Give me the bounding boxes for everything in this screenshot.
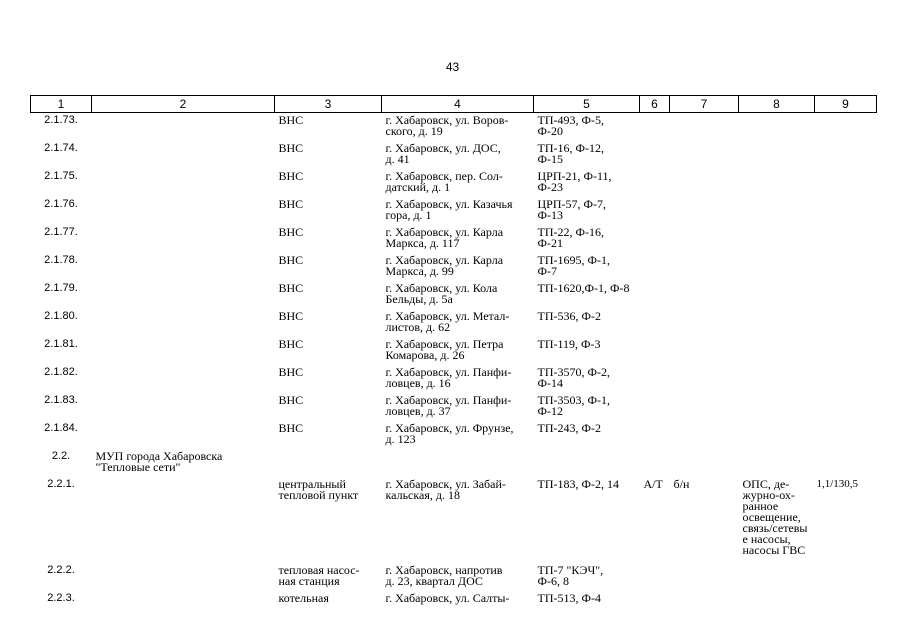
column-7-cell: [670, 225, 739, 253]
owner-cell: [92, 309, 275, 337]
column-7-cell: [670, 449, 739, 477]
address-cell: г. Хабаровск, ул. Карла Маркса, д. 99: [385, 252, 504, 278]
owner-cell: [92, 477, 275, 563]
column-7-cell: [670, 393, 739, 421]
column-7-cell: [670, 281, 739, 309]
table-row: [31, 141, 877, 169]
power-feed-cell: ТП-493, Ф-5, Ф-20: [537, 113, 604, 138]
column-6-cell: [640, 421, 670, 449]
column-8-cell: [739, 365, 815, 393]
power-feed-cell: ТП-1695, Ф-1, Ф-7: [537, 252, 610, 278]
column-6-cell: [640, 309, 670, 337]
address-cell: г. Хабаровск, пер. Сол- датский, д. 1: [385, 168, 503, 194]
column-8-cell: [739, 421, 815, 449]
row-number: 2.2.1.: [47, 477, 75, 490]
column-7-cell: [670, 141, 739, 169]
column-8-cell: [739, 393, 815, 421]
table-row: [31, 365, 877, 393]
address-cell: г. Хабаровск, ул. Карла Маркса, д. 117: [385, 224, 504, 250]
table-row: [31, 225, 877, 253]
column-9-cell: [815, 365, 877, 393]
column-6-cell: [640, 393, 670, 421]
page-number: 43: [445, 60, 460, 74]
power-feed-cell: ТП-119, Ф-3: [537, 336, 601, 351]
address-cell: г. Хабаровск, ул. Панфи- ловцев, д. 37: [385, 392, 512, 418]
owner-cell: [92, 225, 275, 253]
column-7-cell: [670, 591, 739, 619]
column-6-cell: [640, 563, 670, 591]
object-type-cell: тепловая насос- ная станция: [278, 562, 360, 588]
row-number: 2.1.75.: [44, 169, 78, 182]
column-6-cell: [640, 169, 670, 197]
address-cell: г. Хабаровск, ул. Петра Комарова, д. 26: [385, 336, 504, 362]
power-feed-cell: ТП-3503, Ф-1, Ф-12: [537, 392, 610, 418]
column-9-cell: [815, 449, 877, 477]
column-8-cell: [739, 337, 815, 365]
row-number: 2.1.76.: [44, 197, 78, 210]
address-cell: [382, 449, 534, 477]
address-cell: г. Хабаровск, ул. Забай- кальская, д. 18: [385, 476, 506, 502]
column-9-cell: [815, 253, 877, 281]
table-body: [31, 113, 877, 619]
power-feed-cell: ТП-3570, Ф-2, Ф-14: [537, 364, 610, 390]
power-feed-cell: ЦРП-57, Ф-7, Ф-13: [537, 196, 606, 222]
column-8-cell: [739, 169, 815, 197]
address-cell: г. Хабаровск, ул. Метал- листов, д. 62: [385, 308, 510, 334]
row-number: 2.2.3.: [47, 591, 75, 604]
table-row: [31, 337, 877, 365]
owner-cell: [92, 563, 275, 591]
column-9-cell: [815, 281, 877, 309]
owner-cell: МУП города Хабаровска "Тепловые сети": [95, 448, 223, 474]
column-6-cell: [640, 281, 670, 309]
owner-cell: [92, 141, 275, 169]
row-number: 2.1.79.: [44, 281, 78, 294]
column-8-cell: [739, 281, 815, 309]
table-row: [31, 591, 877, 619]
row-number: 2.2.2.: [47, 563, 75, 576]
address-cell: г. Хабаровск, ул. Салты-: [385, 590, 510, 605]
object-type-cell: ВНС: [278, 140, 304, 155]
column-7-cell: [670, 169, 739, 197]
power-feed-cell: ТП-7 "КЭЧ", Ф-6, 8: [537, 562, 604, 588]
column-header: 6: [640, 96, 670, 113]
equipment-table: [30, 95, 877, 619]
column-9-cell: [815, 393, 877, 421]
owner-cell: [92, 113, 275, 141]
header-row: [31, 96, 877, 113]
column-6-cell: [640, 337, 670, 365]
row-number: 2.1.74.: [44, 141, 78, 154]
column-6-cell: [640, 197, 670, 225]
power-feed-cell: ТП-513, Ф-4: [537, 590, 601, 605]
object-type-cell: котельная: [278, 590, 329, 605]
object-type-cell: ВНС: [278, 308, 304, 323]
address-cell: г. Хабаровск, ул. ДОС, д. 41: [385, 140, 501, 166]
column-6-cell: [640, 113, 670, 141]
object-type-cell: ВНС: [278, 280, 304, 295]
column-8-cell: [739, 449, 815, 477]
owner-cell: [92, 169, 275, 197]
column-header: 7: [670, 96, 739, 113]
address-cell: г. Хабаровск, ул. Фрунзе, д. 123: [385, 420, 514, 446]
power-feed-cell: ТП-183, Ф-2, 14: [537, 476, 619, 491]
power-feed-cell: ТП-536, Ф-2: [537, 308, 601, 323]
column-6-cell: [640, 141, 670, 169]
column-header: 1: [31, 96, 92, 113]
object-type-cell: ВНС: [278, 224, 304, 239]
address-cell: г. Хабаровск, ул. Кола Бельды, д. 5а: [385, 280, 498, 306]
table-row: [31, 563, 877, 591]
row-number: 2.1.73.: [44, 114, 78, 126]
object-type-cell: ВНС: [278, 364, 304, 379]
column-6-cell: А/Т: [643, 476, 663, 491]
column-9-cell: [815, 225, 877, 253]
column-7-cell: б/н: [673, 476, 690, 491]
row-number: 2.1.83.: [44, 393, 78, 406]
column-7-cell: [670, 309, 739, 337]
column-8-cell: [739, 563, 815, 591]
column-8-cell: [739, 197, 815, 225]
column-8-cell: [739, 253, 815, 281]
object-type-cell: центральный тепловой пункт: [278, 476, 359, 502]
column-9-cell: [815, 563, 877, 591]
column-9-cell: [815, 197, 877, 225]
power-feed-cell: ТП-1620,Ф-1, Ф-8: [537, 280, 630, 295]
column-6-cell: [640, 449, 670, 477]
owner-cell: [92, 253, 275, 281]
column-header: 2: [92, 96, 275, 113]
column-8-cell: [739, 141, 815, 169]
column-6-cell: [640, 365, 670, 393]
object-type-cell: ВНС: [278, 392, 304, 407]
power-feed-cell: ЦРП-21, Ф-11, Ф-23: [537, 168, 612, 194]
object-type-cell: ВНС: [278, 168, 304, 183]
address-cell: г. Хабаровск, напротив д. 23, квартал ДОС: [385, 562, 503, 588]
object-type-cell: ВНС: [278, 113, 304, 127]
column-9-cell: [815, 113, 877, 141]
owner-cell: [92, 365, 275, 393]
column-header: 8: [739, 96, 815, 113]
row-number: 2.1.78.: [44, 253, 78, 266]
column-header: 4: [382, 96, 534, 113]
column-9-cell: [815, 591, 877, 619]
column-6-cell: [640, 225, 670, 253]
column-9-cell: [815, 309, 877, 337]
object-type-cell: ВНС: [278, 420, 304, 435]
power-feed-cell: ТП-16, Ф-12, Ф-15: [537, 140, 604, 166]
row-number: 2.1.80.: [44, 309, 78, 322]
table-row: [31, 113, 877, 141]
column-7-cell: [670, 337, 739, 365]
row-number: 2.1.84.: [44, 421, 78, 434]
table-row: [31, 253, 877, 281]
table-row: [31, 309, 877, 337]
row-number: 2.1.81.: [44, 337, 78, 350]
table-row: [31, 449, 877, 477]
column-8-cell: [739, 591, 815, 619]
owner-cell: [92, 337, 275, 365]
column-header: 9: [815, 96, 877, 113]
column-8-cell: [739, 225, 815, 253]
column-8-cell: [739, 113, 815, 141]
column-6-cell: [640, 591, 670, 619]
object-type-cell: ВНС: [278, 252, 304, 267]
column-6-cell: [640, 253, 670, 281]
table-row: [31, 421, 877, 449]
column-7-cell: [670, 421, 739, 449]
column-8-cell: ОПС, де- журно-ох- ранное освещение, связь/сетевы е насосы, насосы ГВС: [742, 476, 808, 557]
column-7-cell: [670, 113, 739, 141]
object-type-cell: ВНС: [278, 336, 304, 351]
column-header: 3: [275, 96, 382, 113]
owner-cell: [92, 281, 275, 309]
table-row: [31, 281, 877, 309]
table-row: [31, 477, 877, 563]
power-feed-cell: [534, 449, 640, 477]
address-cell: г. Хабаровск, ул. Воров- ского, д. 19: [385, 113, 509, 138]
object-type-cell: [275, 449, 382, 477]
row-number: 2.2.: [51, 449, 71, 462]
table-header: [31, 96, 877, 113]
column-9-cell: [815, 169, 877, 197]
row-number: 2.1.77.: [44, 225, 78, 238]
column-9-cell: [815, 421, 877, 449]
object-type-cell: ВНС: [278, 196, 304, 211]
column-7-cell: [670, 197, 739, 225]
table-row: [31, 169, 877, 197]
owner-cell: [92, 591, 275, 619]
address-cell: г. Хабаровск, ул. Казачья гора, д. 1: [385, 196, 513, 222]
table-row: [31, 197, 877, 225]
column-9-cell: [815, 337, 877, 365]
column-8-cell: [739, 309, 815, 337]
owner-cell: [92, 197, 275, 225]
power-feed-cell: ТП-243, Ф-2: [537, 420, 601, 435]
column-header: 5: [534, 96, 640, 113]
table-row: [31, 393, 877, 421]
owner-cell: [92, 393, 275, 421]
column-9-cell: 1,1/130,5: [816, 477, 859, 490]
address-cell: г. Хабаровск, ул. Панфи- ловцев, д. 16: [385, 364, 512, 390]
column-9-cell: [815, 141, 877, 169]
column-7-cell: [670, 365, 739, 393]
power-feed-cell: ТП-22, Ф-16, Ф-21: [537, 224, 604, 250]
row-number: 2.1.82.: [44, 365, 78, 378]
column-7-cell: [670, 563, 739, 591]
owner-cell: [92, 421, 275, 449]
column-7-cell: [670, 253, 739, 281]
